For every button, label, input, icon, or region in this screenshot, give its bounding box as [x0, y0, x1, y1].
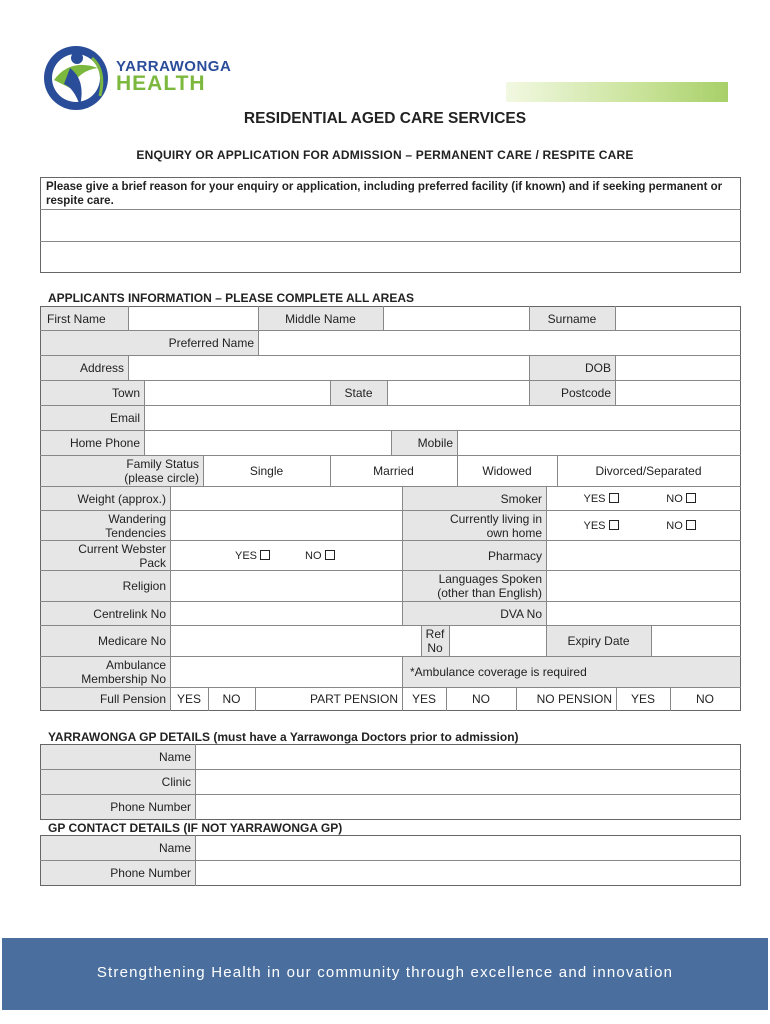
full-pension-yes[interactable]: YES [176, 692, 201, 706]
expiry-field[interactable] [651, 626, 740, 656]
smoker-no-option[interactable] [656, 487, 706, 510]
town-label: Town [41, 381, 144, 405]
page-subtitle: ENQUIRY OR APPLICATION FOR ADMISSION – PERMANENT CARE / RESPITE CARE [136, 148, 634, 162]
gp-contact-heading: GP CONTACT DETAILS (IF NOT YARRAWONGA GP) [48, 821, 343, 835]
logo-wordmark-bottom: HEALTH [116, 72, 206, 95]
smoker-yes-checkbox[interactable] [609, 493, 619, 503]
living-home-label: Currently living in own home [402, 511, 546, 540]
weight-field[interactable] [170, 487, 402, 510]
ambulance-field[interactable] [170, 657, 402, 687]
surname-field[interactable] [615, 307, 740, 330]
gp-heading: YARRAWONGA GP DETAILS (must have a Yarrawonga Doctors prior to admission) [48, 730, 519, 744]
living-no-label: NO [666, 519, 683, 532]
postcode-field[interactable] [615, 381, 740, 405]
medicare-label: Medicare No [41, 626, 170, 656]
no-pension-no[interactable]: NO [696, 692, 714, 706]
medicare-field[interactable] [170, 626, 421, 656]
dva-label: DVA No [402, 602, 546, 625]
ambulance-label: Ambulance Membership No [41, 657, 170, 687]
smoker-yes-label: YES [583, 492, 606, 505]
gp-clinic-label: Clinic [41, 770, 195, 794]
webster-yes-label: YES [234, 549, 257, 562]
living-yes-checkbox[interactable] [609, 520, 619, 530]
page-title: RESIDENTIAL AGED CARE SERVICES [243, 110, 527, 127]
part-pension-no[interactable]: NO [472, 692, 490, 706]
full-pension-no[interactable]: NO [222, 692, 241, 706]
first-name-field[interactable] [128, 307, 258, 330]
postcode-label: Postcode [529, 381, 615, 405]
webster-no-label: NO [305, 549, 322, 562]
wandering-label: Wandering Tendencies [41, 511, 170, 540]
wandering-field[interactable] [170, 511, 402, 540]
gp-contact-name-label: Name [41, 836, 195, 860]
webster-yes-checkbox[interactable] [260, 550, 270, 560]
family-option-divorced[interactable]: Divorced/Separated [595, 464, 702, 478]
smoker-label: Smoker [402, 487, 546, 510]
living-no-option[interactable] [656, 511, 706, 540]
religion-label: Religion [41, 571, 170, 601]
state-field[interactable] [387, 381, 529, 405]
reason-line-1[interactable] [41, 210, 740, 240]
gp-contact-phone-field[interactable] [195, 861, 740, 885]
state-label: State [330, 381, 387, 405]
dob-field[interactable] [615, 356, 740, 380]
no-pension-yes[interactable]: YES [630, 692, 655, 706]
languages-label: Languages Spoken (other than English) [402, 571, 546, 601]
family-option-single[interactable]: Single [249, 464, 284, 478]
webster-no-option[interactable] [305, 541, 385, 570]
preferred-name-field[interactable] [258, 331, 740, 355]
reason-prompt: Please give a brief reason for your enquiry or application, including preferred facility (if known) and if seeking permanent or respite care. [46, 181, 723, 207]
living-yes-label: YES [583, 519, 606, 532]
living-no-checkbox[interactable] [686, 520, 696, 530]
address-field[interactable] [128, 356, 529, 380]
middle-name-label: Middle Name [258, 307, 383, 330]
middle-name-field[interactable] [383, 307, 529, 330]
header-accent-bar [506, 82, 728, 102]
town-field[interactable] [144, 381, 330, 405]
family-option-married[interactable]: Married [373, 464, 414, 478]
webster-no-checkbox[interactable] [325, 550, 335, 560]
part-pension-label: PART PENSION [309, 692, 398, 706]
religion-field[interactable] [170, 571, 402, 601]
gp-name-label: Name [41, 745, 195, 769]
reason-line-2[interactable] [41, 242, 740, 272]
gp-clinic-field[interactable] [195, 770, 740, 794]
email-label: Email [41, 406, 144, 430]
living-yes-option[interactable] [546, 511, 656, 540]
part-pension-yes[interactable]: YES [411, 692, 436, 706]
webster-yes-option[interactable] [170, 541, 315, 570]
home-phone-label: Home Phone [41, 431, 144, 455]
first-name-label: First Name [41, 307, 128, 330]
full-pension-label: Full Pension [41, 688, 170, 710]
family-option-widowed[interactable]: Widowed [482, 464, 532, 478]
surname-label: Surname [529, 307, 615, 330]
gp-phone-label: Phone Number [41, 795, 195, 819]
applicants-heading: APPLICANTS INFORMATION – PLEASE COMPLETE ALL AREAS [48, 291, 415, 305]
footer-tagline: Strengthening Health in our community through excellence and innovation [96, 964, 674, 981]
centrelink-label: Centrelink No [41, 602, 170, 625]
family-status-label: Family Status (please circle) [41, 456, 203, 486]
smoker-no-label: NO [666, 492, 683, 505]
mobile-field[interactable] [457, 431, 740, 455]
mobile-label: Mobile [391, 431, 457, 455]
dva-field[interactable] [546, 602, 740, 625]
pharmacy-field[interactable] [546, 541, 740, 570]
weight-label: Weight (approx.) [41, 487, 170, 510]
ref-field[interactable] [449, 626, 546, 656]
gp-phone-field[interactable] [195, 795, 740, 819]
gp-contact-phone-label: Phone Number [41, 861, 195, 885]
no-pension-label: NO PENSION [536, 692, 612, 706]
ref-label: Ref No [421, 626, 449, 656]
smoker-yes-option[interactable] [546, 487, 656, 510]
centrelink-field[interactable] [170, 602, 402, 625]
expiry-label: Expiry Date [546, 626, 651, 656]
webster-label: Current Webster Pack [41, 541, 170, 570]
gp-contact-name-field[interactable] [195, 836, 740, 860]
address-label: Address [41, 356, 128, 380]
dob-label: DOB [529, 356, 615, 380]
languages-field[interactable] [546, 571, 740, 601]
home-phone-field[interactable] [144, 431, 391, 455]
pharmacy-label: Pharmacy [402, 541, 546, 570]
preferred-name-label: Preferred Name [41, 331, 258, 355]
ambulance-note: *Ambulance coverage is required [402, 657, 740, 687]
logo-wordmark-top: YARRAWONGA [116, 58, 232, 75]
email-field[interactable] [144, 406, 740, 430]
smoker-no-checkbox[interactable] [686, 493, 696, 503]
gp-name-field[interactable] [195, 745, 740, 769]
